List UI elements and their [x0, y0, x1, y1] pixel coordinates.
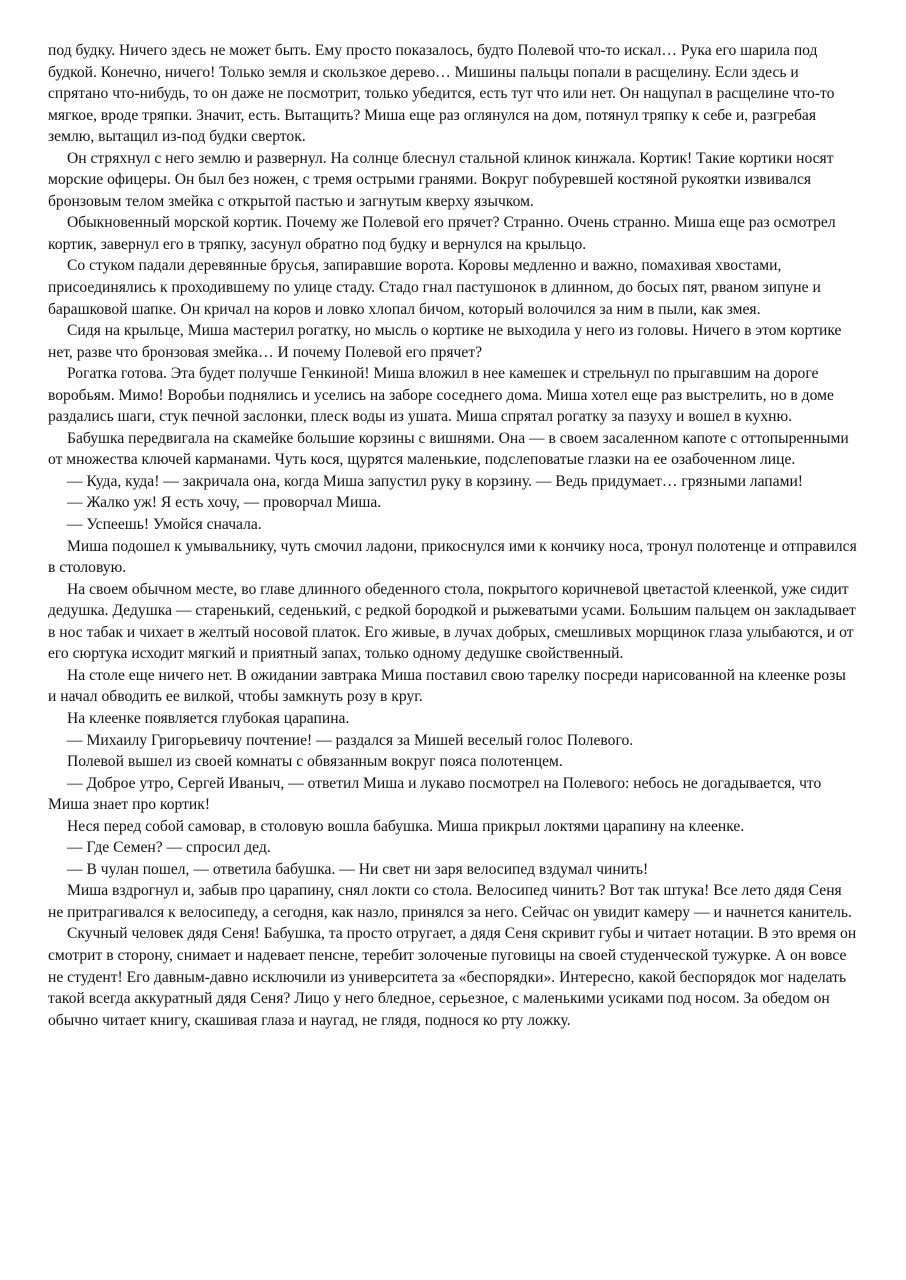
- paragraph-9: — Жалко уж! Я есть хочу, — проворчал Миша.: [67, 494, 382, 512]
- paragraph-8: — Куда, куда! — закричала она, когда Миша запустил руку в корзину. — Ведь придумает… грязными лапами!: [67, 472, 803, 490]
- paragraph-10: — Успеешь! Умойся сначала.: [67, 516, 262, 534]
- paragraph-13: На столе еще ничего нет. В ожидании завтрака Миша поставил свою тарелку посреди нарисованной на клеенке розы и начал обводить ее вилкой, чтобы замкнуть розу в круг.: [48, 666, 846, 706]
- paragraph-4: Со стуком падали деревянные брусья, запиравшие ворота. Коровы медленно и важно, помахивая хвостами, присоединялись к проходившему по улице стаду. Стадо гнал пастушонок в длинном, до босых пят, рваном зипуне и барашковой шапке. Он кричал на коров и ловко хлопал бичом, который волочился за ним в пыли, как змея.: [48, 257, 821, 318]
- paragraph-5: Сидя на крыльце, Миша мастерил рогатку, но мысль о кортике не выходила у него из головы. Ничего в этом кортике нет, разве что бронзовая змейка… И почему Полевой его прячет?: [48, 322, 842, 361]
- document-page: [48, 40, 858, 1031]
- paragraph-18: Неся перед собой самовар, в столовую вошла бабушка. Миша прикрыл локтями царапину на клеенке.: [67, 817, 745, 835]
- paragraph-3: Обыкновенный морской кортик. Почему же Полевой его прячет? Странно. Очень странно. Миша еще раз осмотрел кортик, завернул его в тряпку, засунул обратно под будку и вернулся на крыльцо.: [48, 214, 836, 253]
- paragraph-11: Миша подошел к умывальнику, чуть смочил ладони, прикоснулся ими к кончику носа, тронул полотенце и отправился в столовую.: [48, 537, 857, 577]
- paragraph-6: Рогатка готова. Эта будет получше Генкиной! Миша вложил в нее камешек и стрельнул по прыгавшим на дороге воробьям. Мимо! Воробьи поднялись и уселись на заборе соседнего дома. Миша хотел еще раз выстрелить, но в доме раздались шаги, стук печной заслонки, плеск воды из ушата. Миша спрятал рогатку за пазуху и вошел в кухню.: [48, 365, 834, 426]
- paragraph-16: Полевой вышел из своей комнаты с обвязанным вокруг пояса полотенцем.: [67, 753, 563, 771]
- paragraph-14: На клеенке появляется глубокая царапина.: [67, 709, 350, 727]
- paragraph-21: Миша вздрогнул и, забыв про царапину, снял локти со стола. Велосипед чинить? Вот так штука! Все лето дядя Сеня не притрагивался к велосипеду, а сегодня, как назло, принялся за него. Сейчас он увидит камеру — и начнется канитель.: [48, 882, 852, 921]
- paragraph-12: На своем обычном месте, во главе длинного обеденного стола, покрытого коричневой цветастой клеенкой, уже сидит дедушка. Дедушка — старенький, седенький, с редкой бородкой и рыжеватыми усами. Большим пальцем он закладывает в нос табак и чихает в желтый носовой платок. Его живые, в лучах добрых, смешливых морщинок глаза улыбаются, и от его сюртука исходит мягкий и приятный запах, только одному дедушке свойственный.: [48, 580, 856, 663]
- paragraph-19: — Где Семен? — спросил дед.: [67, 839, 271, 857]
- paragraph-7: Бабушка передвигала на скамейке большие корзины с вишнями. Она — в своем засаленном капоте с оттопыренными от множества ключей карманами. Чуть кося, щурятся маленькие, подслеповатые глазки на ее озабоченном лице.: [48, 429, 849, 469]
- paragraph-1: под будку. Ничего здесь не может быть. Ему просто показалось, будто Полевой что-то искал… Рука его шарила под будкой. Конечно, ничего! Только земля и скользкое дерево… Мишины пальцы попали в расщелину. Если здесь и спрятано что-нибудь, то он даже не посмотрит, только убедится, есть тут что или нет. Он нащупал в расщелине что-то мягкое, вроде тряпки. Значит, есть. Вытащить? Миша еще раз оглянулся на дом, потянул тряпку к себе и, разгребая землю, вытащил из-под будки сверток.: [48, 42, 835, 146]
- paragraph-17: — Доброе утро, Сергей Иваныч, — ответил Миша и лукаво посмотрел на Полевого: небось не догадывается, что Миша знает про кортик!: [48, 774, 822, 814]
- paragraph-15: — Михаилу Григорьевичу почтение! — раздался за Мишей веселый голос Полевого.: [67, 731, 634, 749]
- paragraph-20: — В чулан пошел, — ответила бабушка. — Ни свет ни заря велосипед вздумал чинить!: [67, 860, 649, 878]
- paragraph-22: Скучный человек дядя Сеня! Бабушка, та просто отругает, а дядя Сеня скривит губы и читает нотации. В это время он смотрит в сторону, снимает и надевает пенсне, теребит золоченые пуговицы на своей студенческой тужурке. А он вовсе не студент! Его давным-давно исключили из университета за «беспорядки». Интересно, какой беспорядок мог наделать такой всегда аккуратный дядя Сеня? Лицо у него бледное, серьезное, с маленькими усиками под носом. За обедом он обычно читает книгу, скашивая глаза и наугад, не глядя, поднося ко рту ложку.: [48, 925, 857, 1029]
- paragraph-2: Он стряхнул с него землю и развернул. На солнце блеснул стальной клинок кинжала. Кортик! Такие кортики носят морские офицеры. Он был без ножен, с тремя острыми гранями. Вокруг побуревшей костяной рукоятки извивался бронзовым телом змейка с открытой пастью и загнутым кверху язычком.: [48, 149, 834, 210]
